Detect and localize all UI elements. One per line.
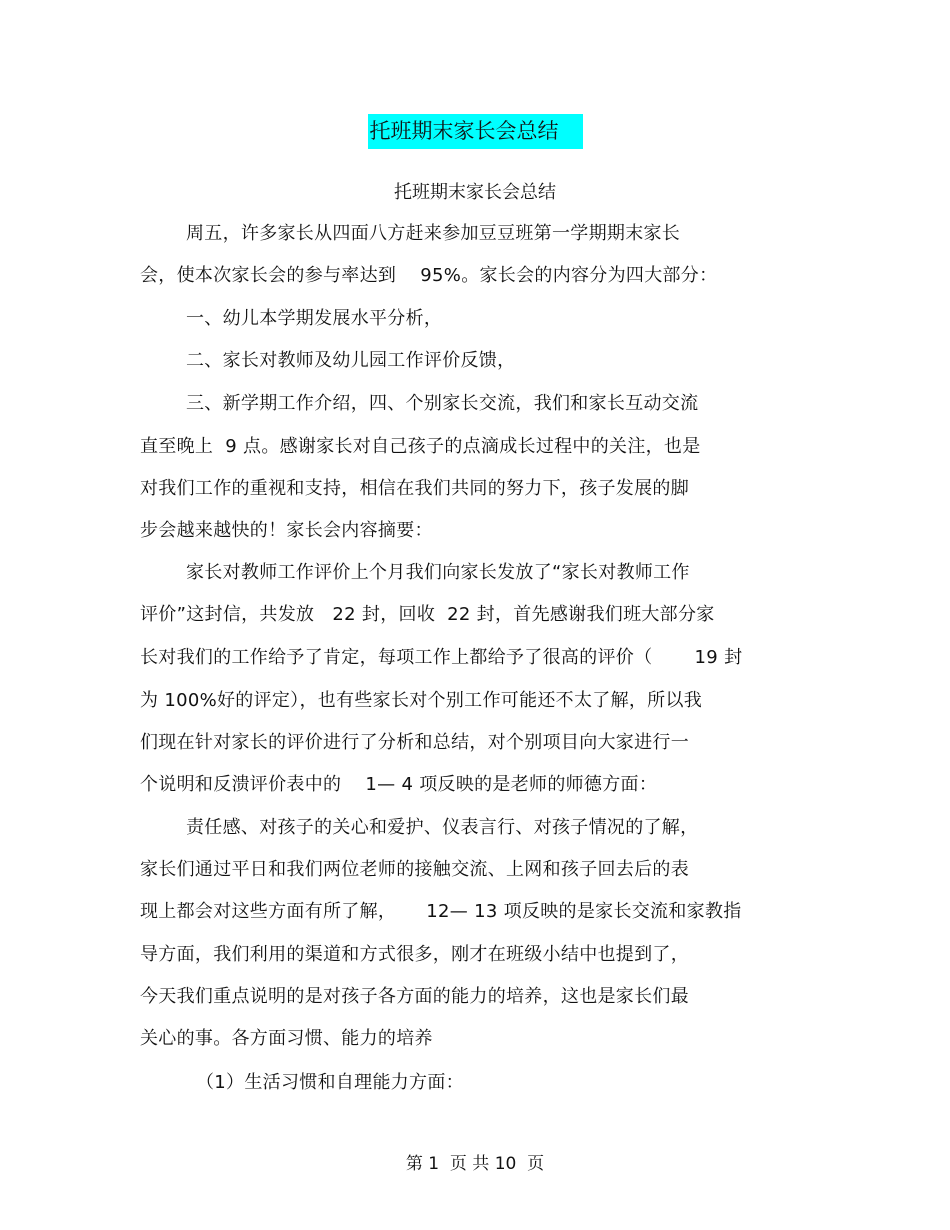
document-subtitle: 托班期末家长会总结 [394, 182, 556, 203]
paragraph-line: 对我们工作的重视和支持，相信在我们共同的努力下，孩子发展的脚 [140, 478, 689, 499]
paragraph-line: 会，使本次家长会的参与率达到 95%。家长会的内容分为四大部分： [140, 265, 718, 286]
paragraph-line: 责任感、对孩子的关心和爱护、仪表言行、对孩子情况的了解， [186, 817, 699, 838]
paragraph-line: 一、幼儿本学期发展水平分析， [186, 308, 443, 329]
paragraph-line: 个说明和反溃评价表中的 1— 4 项反映的是老师的师德方面： [140, 774, 658, 795]
paragraph-line: （1）生活习惯和自理能力方面： [196, 1072, 464, 1093]
title-container [0, 114, 950, 149]
paragraph-line: 二、家长对教师及幼儿园工作评价反馈， [186, 350, 516, 371]
paragraph-line: 直至晚上 9 点。感谢家长对自己孩子的点滴成长过程中的关注，也是 [140, 436, 701, 457]
paragraph-line: 导方面，我们利用的渠道和方式很多，刚才在班级小结中也提到了， [140, 944, 689, 965]
paragraph-line: 今天我们重点说明的是对孩子各方面的能力的培养，这也是家长们最 [140, 986, 689, 1007]
paragraph-line: 家长们通过平日和我们两位老师的接触交流、上网和孩子回去后的表 [140, 859, 689, 880]
page-footer: 第 1 页 共 10 页 [405, 1154, 545, 1174]
paragraph-line: 步会越来越快的！家长会内容摘要： [140, 520, 433, 541]
paragraph-line: 三、新学期工作介绍，四、个别家长交流，我们和家长互动交流 [186, 393, 699, 414]
paragraph-line: 评价”这封信，共发放 22 封，回收 22 封，首先感谢我们班大部分家 [140, 604, 715, 625]
paragraph-line: 关心的事。各方面习惯、能力的培养 [140, 1028, 433, 1049]
paragraph-line: 长对我们的工作给予了肯定，每项工作上都给予了很高的评价（ 19 封 [140, 647, 743, 668]
paragraph-line: 现上都会对这些方面有所了解， 12— 13 项反映的是家长交流和家教指 [140, 901, 742, 922]
paragraph-line: 们现在针对家长的评价进行了分析和总结，对个别项目向大家进行一 [140, 732, 689, 753]
paragraph-line: 为 100%好的评定），也有些家长对个别工作可能还不太了解，所以我 [140, 690, 703, 711]
paragraph-line: 周五，许多家长从四面八方赶来参加豆豆班第一学期期末家长 [186, 223, 681, 244]
document-title: 托班期末家长会总结 [368, 114, 583, 149]
paragraph-line: 家长对教师工作评价上个月我们向家长发放了“家长对教师工作 [186, 562, 690, 583]
